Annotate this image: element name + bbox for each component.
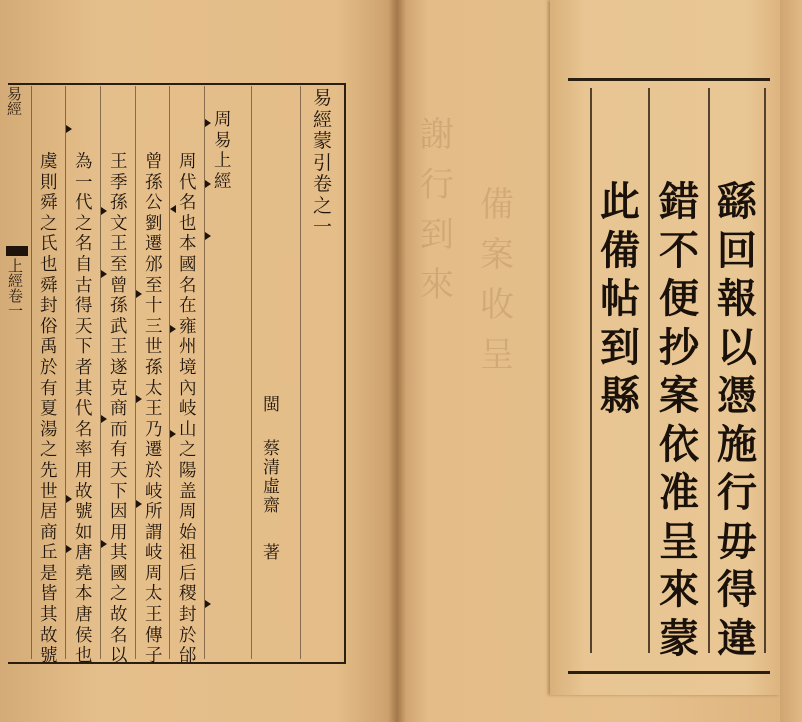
punctuation-mark bbox=[66, 125, 72, 133]
column-rule bbox=[135, 86, 136, 659]
punctuation-mark bbox=[101, 540, 107, 548]
slip-column-rule bbox=[764, 88, 766, 653]
punctuation-mark bbox=[205, 119, 211, 127]
punctuation-mark bbox=[136, 395, 142, 403]
punctuation-mark bbox=[170, 430, 176, 438]
slip-column-rule bbox=[590, 88, 592, 653]
punctuation-mark bbox=[170, 205, 176, 213]
bleed-through-text: 謝 行 到 來 bbox=[420, 115, 454, 305]
body-column-1: 周 易 上 經 bbox=[214, 110, 232, 192]
punctuation-mark bbox=[136, 290, 142, 298]
column-rule bbox=[31, 86, 32, 659]
column-rule bbox=[65, 86, 66, 659]
body-column-3: 曾 孫 公 劉 遷 邠 至 十 三 世 孫 太 王 乃 遷 於 岐 所 謂 岐 周 太 王 傳 子 bbox=[145, 152, 163, 667]
punctuation-mark bbox=[205, 600, 211, 608]
book-gutter bbox=[388, 0, 406, 722]
book-title-column: 易 經 蒙 引 卷 之 一 bbox=[313, 87, 333, 238]
body-column-4: 王 季 孫 文 王 至 曾 孫 武 王 遂 克 商 而 有 天 下 因 用 其 國 之 故 名 以 bbox=[110, 152, 128, 667]
punctuation-mark bbox=[101, 270, 107, 278]
punctuation-mark bbox=[170, 325, 176, 333]
slip-column-2: 錯 不 便 抄 案 依 准 呈 來 蒙 bbox=[659, 178, 699, 662]
column-rule bbox=[204, 86, 205, 659]
punctuation-mark bbox=[205, 232, 211, 240]
body-column-2: 周 代 名 也 本 國 名 在 雍 州 境 內 岐 山 之 陽 盖 周 始 祖 后 稷 封 於 邰 bbox=[179, 152, 197, 667]
punctuation-mark bbox=[101, 207, 107, 215]
left-text-frame bbox=[8, 83, 346, 664]
right-page-edge bbox=[780, 0, 802, 722]
slip-column-1: 繇 回 報 以 憑 施 行 毋 得 違 bbox=[717, 178, 757, 662]
author-place: 閩 bbox=[263, 395, 280, 415]
author-role: 著 bbox=[263, 543, 280, 563]
punctuation-mark bbox=[136, 500, 142, 508]
margin-label-mid-text: 上經卷一 bbox=[6, 258, 24, 318]
punctuation-mark bbox=[66, 545, 72, 553]
slip-column-3: 此 備 帖 到 縣 bbox=[600, 178, 640, 419]
punctuation-mark bbox=[205, 180, 211, 188]
column-rule bbox=[251, 86, 252, 659]
column-rule bbox=[100, 86, 101, 659]
body-column-5: 為 一 代 之 名 自 古 得 天 下 者 其 代 名 率 用 故 號 如 唐 堯 本 唐 侯 也 bbox=[75, 152, 93, 667]
column-rule bbox=[300, 86, 301, 659]
slip-column-rule bbox=[708, 88, 710, 653]
punctuation-mark bbox=[66, 495, 72, 503]
column-rule bbox=[169, 86, 170, 659]
body-column-6: 虞 則 舜 之 氏 也 舜 封 俗 禹 於 有 夏 湯 之 先 世 居 商 丘 是 皆 其 故 號 bbox=[40, 152, 58, 667]
slip-column-rule bbox=[648, 88, 650, 653]
margin-label-top-text: 易經 bbox=[5, 86, 23, 116]
punctuation-mark bbox=[101, 415, 107, 423]
author-name: 蔡 清 虛 齋 bbox=[263, 439, 280, 516]
bleed-through-text: 備 案 收 呈 bbox=[480, 185, 514, 375]
